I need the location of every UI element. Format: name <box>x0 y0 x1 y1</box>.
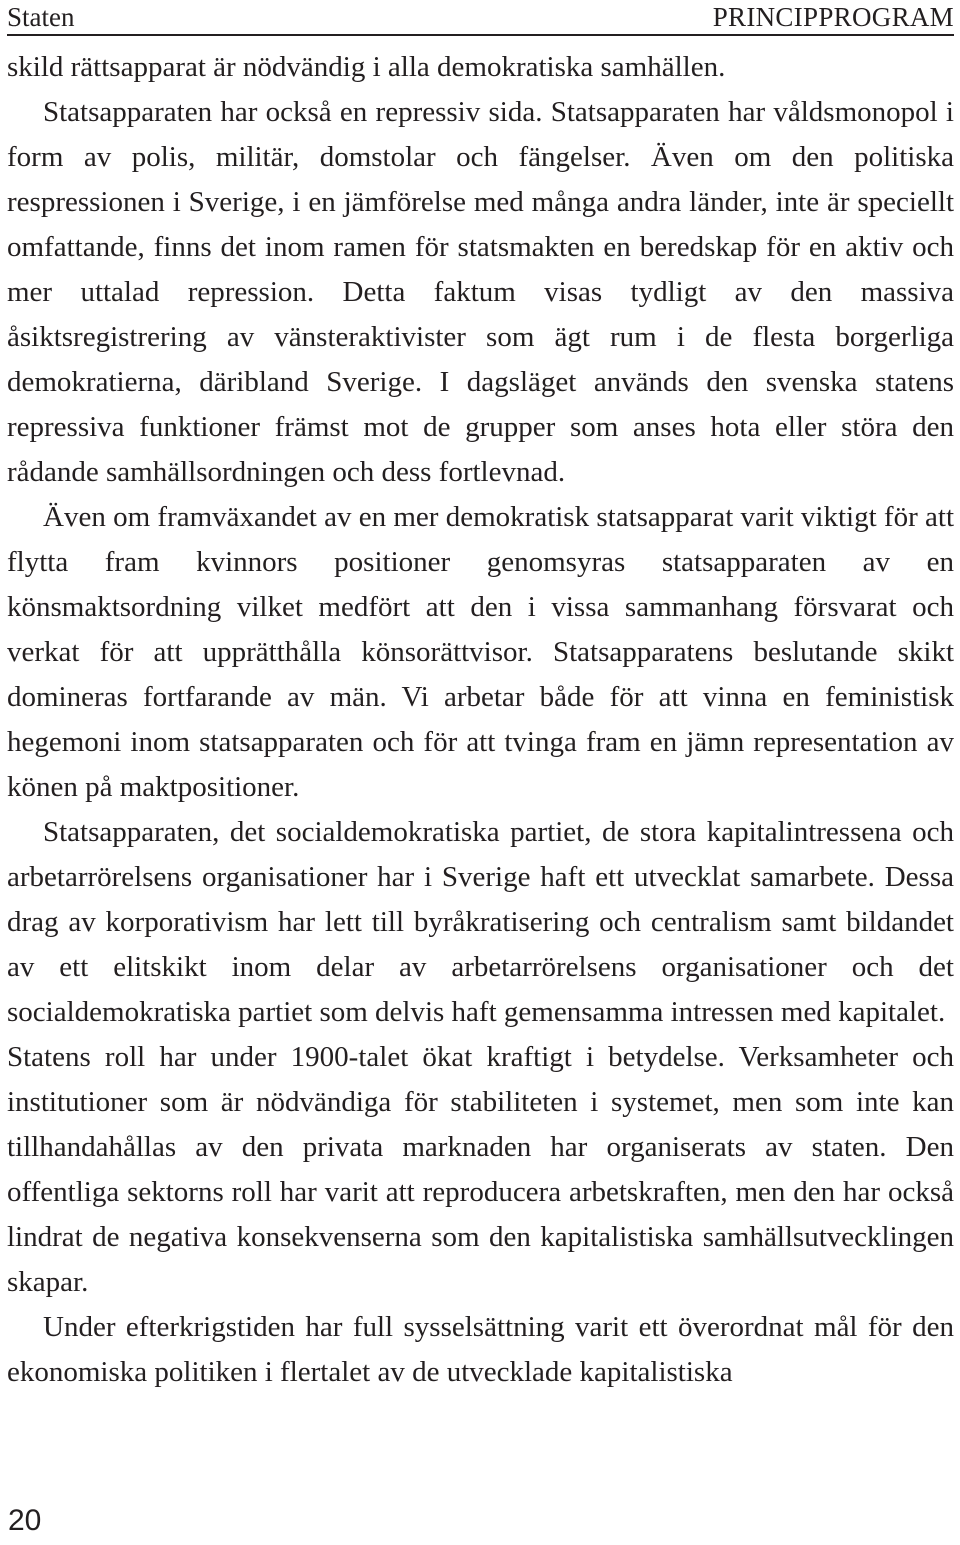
body-text <box>7 45 954 1395</box>
section-title: Staten <box>7 2 75 32</box>
document-title: PRINCIPPROGRAM <box>712 2 954 32</box>
running-header <box>7 0 954 36</box>
paragraph: skild rättsapparat är nödvändig i alla demokratiska samhällen. <box>7 51 726 83</box>
paragraph: Statsapparaten har också en repressiv sida. Statsapparaten har våldsmonopol i form av polis, militär, domstolar och fängelser. Även om den politiska respressionen i Sverige, i en jämförelse med många andra länder, inte är speciellt omfattande, finns det inom ramen för statsmakten en beredskap för en aktiv och mer uttalad repression. Detta faktum visas tydligt av den massiva åsiktsregistrering av vänsteraktivister som ägt rum i de flesta borgerliga demokratierna, däribland Sverige. I dagsläget används den svenska statens repressiva funktioner främst mot de grupper som anses hota eller störa den rådande samhällsordningen och dess fortlevnad. <box>7 96 954 488</box>
paragraph: Under efterkrigstiden har full sysselsättning varit ett överordnat mål för den ekonomiska politiken i flertalet av de utvecklade kapitalistiska <box>7 1311 954 1388</box>
paragraph: Statsapparaten, det socialdemokratiska partiet, de stora kapitalintressena och arbetarrörelsens organisationer har i Sverige haft ett utvecklat samarbete. Dessa drag av korporativism har lett till byråkratisering och centralism samt bildandet av ett elitskikt inom delar av arbetarrörelsens organisationer och det socialdemokratiska partiet som delvis haft gemensamma intressen med kapitalet. <box>7 816 954 1028</box>
page-number: 20 <box>8 1504 42 1537</box>
paragraph: Statens roll har under 1900-talet ökat kraftigt i betydelse. Verksamheter och institutioner som är nödvändiga för stabiliteten i systemet, men som inte kan tillhandahållas av den privata marknaden har organiserats av staten. Den offentliga sektorns roll har varit att reproducera arbetskraften, men den har också lindrat de negativa konsekvenserna som den kapitalistiska samhällsutvecklingen skapar. <box>7 1041 954 1298</box>
paragraph: Även om framväxandet av en mer demokratisk statsapparat varit viktigt för att flytta fram kvinnors positioner genomsyras statsapparaten av en könsmaktsordning vilket medfört att den i vissa sammanhang försvarat och verkat för att upprätthålla könsorättvisor. Statsapparatens beslutande skikt domineras fortfarande av män. Vi arbetar både för att vinna en feministisk hegemoni inom statsapparaten och för att tvinga fram en jämn representation av könen på maktpositioner. <box>7 501 954 803</box>
